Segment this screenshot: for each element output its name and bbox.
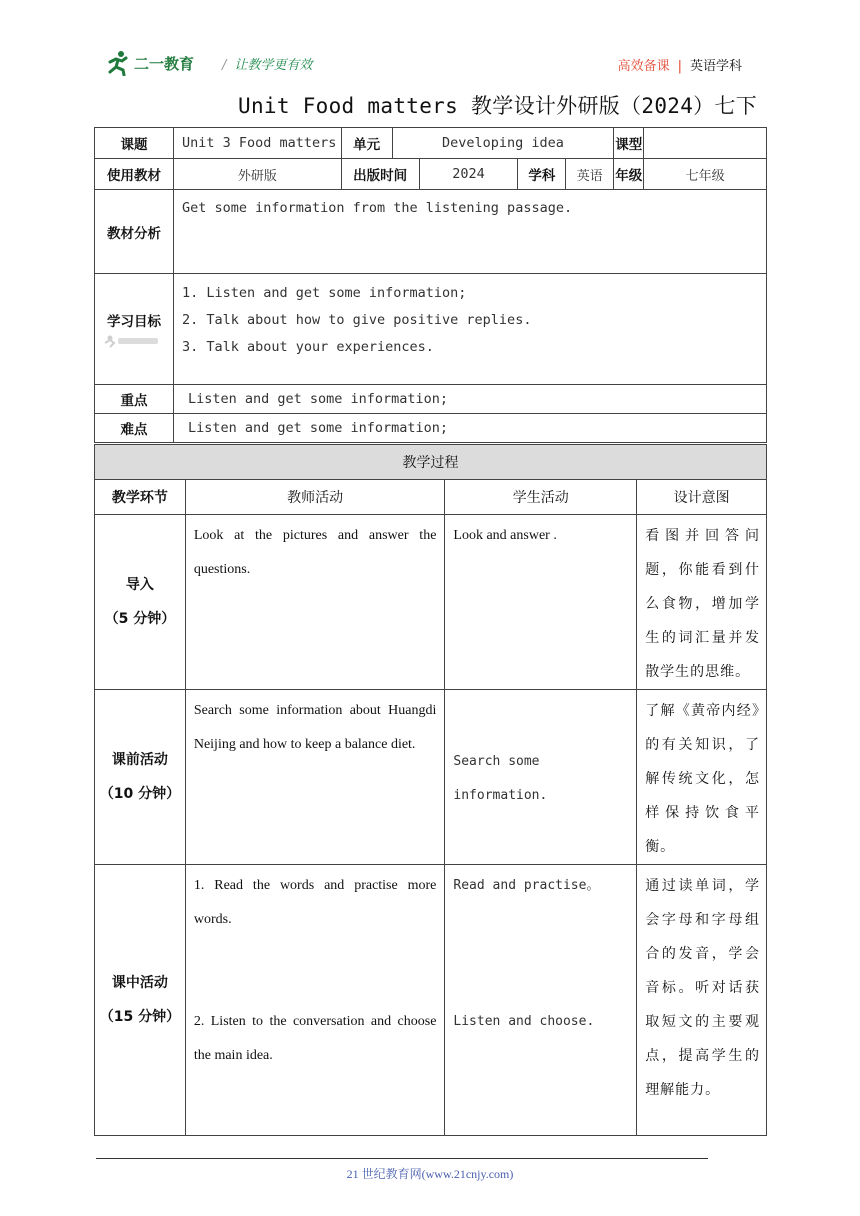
process-header-row: [95, 480, 767, 515]
design-intent: 了解《黄帝内经》的有关知识，了解传统文化，怎样保持饮食平衡。: [637, 690, 767, 865]
goals-list: [173, 274, 766, 385]
unit-value: Developing idea: [392, 128, 614, 159]
runner-logo-icon: [106, 50, 130, 76]
info-row-topic: [95, 128, 767, 159]
topic-label: 课题: [95, 128, 174, 159]
goals-label: 学习目标: [106, 314, 161, 330]
teacher-activities: [185, 865, 445, 1136]
header-subject-label: 英语学科: [689, 59, 742, 74]
teacher-activity: Search some information about Huangdi Neijing and how to keep a balance diet.: [185, 690, 445, 865]
teacher-activity: Look at the pictures and answer the questions.: [185, 515, 445, 690]
process-title: 教学过程: [95, 445, 767, 480]
info-row-textbook: [95, 159, 767, 190]
info-row-goals: [95, 274, 767, 385]
design-intent: 看图并回答问题，你能看到什么食物，增加学生的词汇量并发散学生的思维。: [637, 515, 767, 690]
student-activity-1: Read and practise。: [453, 878, 600, 893]
analysis-value: Get some information from the listening passage.: [173, 190, 766, 274]
pubtime-label: 出版时间: [341, 159, 419, 190]
stage-time: （10 分钟）: [99, 786, 181, 802]
student-activity: Look and answer .: [445, 515, 637, 690]
grade-label: 年级: [614, 159, 644, 190]
logo-text: 二一教育: [134, 54, 195, 73]
teacher-activity-2: 2. Listen to the conversation and choose the main idea.: [193, 1014, 437, 1063]
stage-cell-preclass: [95, 690, 186, 865]
process-title-row: [95, 445, 767, 480]
page-header: [0, 0, 860, 118]
goal-item-2: 2. Talk about how to give positive replies.: [181, 312, 532, 328]
stage-name: 课前活动: [111, 752, 168, 768]
watermark-logo-icon: [104, 334, 164, 348]
stage-name: 课中活动: [111, 975, 168, 991]
process-table: [94, 444, 767, 1136]
page-title: Unit Food matters 教学设计外研版（2024）七下: [238, 94, 758, 118]
info-row-key: [95, 385, 767, 414]
goal-item-3: 3. Talk about your experiences.: [181, 339, 434, 355]
info-table: [94, 127, 767, 443]
header-stage: 教学环节: [95, 480, 186, 515]
header-tag: 高效备课: [617, 59, 670, 74]
type-label: 课型: [614, 128, 644, 159]
stage-cell-inclass: [95, 865, 186, 1136]
process-row-preclass: [95, 690, 767, 865]
subject-label: 学科: [518, 159, 566, 190]
key-value: Listen and get some information;: [173, 385, 766, 414]
goals-label-cell: [95, 274, 174, 385]
design-intent: 通过读单词，学会字母和字母组合的发音，学会音标。听对话获取短文的主要观点，提高学生的理解能力。: [637, 865, 767, 1136]
header-teacher: 教师活动: [185, 480, 445, 515]
stage-time: （15 分钟）: [99, 1009, 181, 1025]
student-activity-2: Listen and choose.: [453, 1014, 595, 1029]
unit-label: 单元: [341, 128, 392, 159]
slogan: [222, 54, 312, 73]
student-activity: Search some information.: [445, 690, 637, 865]
header-divider: |: [677, 59, 682, 74]
slogan-separator: /: [222, 58, 227, 73]
type-value: [644, 128, 767, 159]
stage-time: （5 分钟）: [104, 611, 176, 627]
info-row-difficult: [95, 414, 767, 443]
difficult-label: 难点: [95, 414, 174, 443]
student-activities: [445, 865, 637, 1136]
teacher-activity-1: 1. Read the words and practise more words.: [193, 878, 437, 927]
grade-value: 七年级: [644, 159, 767, 190]
difficult-value: Listen and get some information;: [173, 414, 766, 443]
textbook-value: 外研版: [173, 159, 341, 190]
header-intent: 设计意图: [637, 480, 767, 515]
footer-divider: [96, 1158, 708, 1159]
subject-value: 英语: [566, 159, 614, 190]
slogan-text: 让教学更有效: [234, 58, 313, 73]
textbook-label: 使用教材: [95, 159, 174, 190]
footer-text[interactable]: 21 世纪教育网(www.21cnjy.com): [346, 1167, 514, 1181]
analysis-label: 教材分析: [95, 190, 174, 274]
header-subject: [618, 55, 742, 74]
topic-value: Unit 3 Food matters: [173, 128, 341, 159]
logo: [106, 50, 194, 76]
pubtime-value: 2024: [419, 159, 518, 190]
info-row-analysis: [95, 190, 767, 274]
header-student: 学生活动: [445, 480, 637, 515]
process-row-intro: [95, 515, 767, 690]
goal-item-1: 1. Listen and get some information;: [181, 285, 467, 301]
stage-cell-intro: [95, 515, 186, 690]
stage-name: 导入: [125, 577, 154, 593]
process-row-inclass: [95, 865, 767, 1136]
key-label: 重点: [95, 385, 174, 414]
